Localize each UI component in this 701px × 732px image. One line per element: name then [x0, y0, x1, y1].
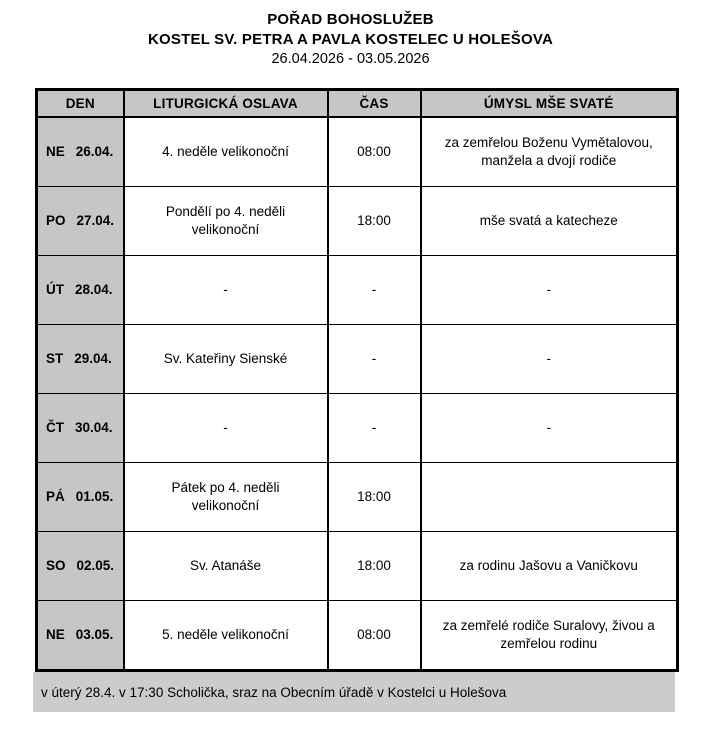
intention-cell: za rodinu Jašovu a Vaničkovu [421, 532, 678, 601]
celebration-cell: Sv. Kateřiny Sienské [124, 325, 328, 394]
time-cell: 08:00 [328, 601, 421, 671]
day-abbreviation: SO [46, 557, 66, 573]
column-header-umysl-mse-svate: ÚMYSL MŠE SVATÉ [421, 90, 678, 118]
day-abbreviation: PÁ [46, 488, 65, 504]
church-name: KOSTEL SV. PETRA A PAVLA KOSTELEC U HOLEŠOVA [148, 31, 553, 48]
day-abbreviation: ÚT [46, 281, 64, 297]
intention-cell: - [421, 256, 678, 325]
day-cell [37, 463, 124, 532]
intention-cell: mše svatá a katecheze [421, 187, 678, 256]
day-date: 27.04. [76, 212, 115, 228]
day-cell [37, 187, 124, 256]
day-cell [37, 256, 124, 325]
table-row [37, 532, 678, 601]
time-cell: - [328, 394, 421, 463]
schedule-table-header [37, 90, 678, 118]
day-cell [37, 325, 124, 394]
column-header-den: DEN [37, 90, 124, 118]
column-header-cas: ČAS [328, 90, 421, 118]
table-row [37, 394, 678, 463]
day-abbreviation: ČT [46, 419, 64, 435]
celebration-cell: - [124, 394, 328, 463]
column-header-liturgicka-oslava: LITURGICKÁ OSLAVA [124, 90, 328, 118]
day-date: 26.04. [75, 143, 114, 159]
time-cell: 18:00 [328, 532, 421, 601]
day-cell [37, 117, 124, 187]
time-cell: - [328, 256, 421, 325]
document-title: POŘAD BOHOSLUŽEB [267, 11, 434, 28]
header-row [37, 90, 678, 118]
date-range: 26.04.2026 - 03.05.2026 [271, 51, 430, 67]
intention-cell: - [421, 394, 678, 463]
day-abbreviation: ST [46, 350, 64, 366]
intention-cell: za zemřelou Boženu Vymětalovou, manžela a dvojí rodiče [421, 117, 678, 187]
day-date: 30.04. [75, 419, 113, 435]
footer-note: v úterý 28.4. v 17:30 Scholička, sraz na Obecním úřadě v Kostelci u Holešova [33, 672, 675, 712]
schedule-table [35, 88, 679, 672]
celebration-cell: 5. neděle velikonoční [124, 601, 328, 671]
celebration-cell: Sv. Atanáše [124, 532, 328, 601]
schedule-body [37, 117, 678, 671]
day-date: 03.05. [75, 626, 114, 642]
table-row [37, 256, 678, 325]
table-row [37, 325, 678, 394]
celebration-cell: Pondělí po 4. neděli velikonoční [124, 187, 328, 256]
day-abbreviation: NE [46, 143, 65, 159]
day-cell [37, 601, 124, 671]
day-date: 01.05. [75, 488, 114, 504]
day-abbreviation: PO [46, 212, 66, 228]
table-row [37, 187, 678, 256]
table-row [37, 601, 678, 671]
time-cell: 18:00 [328, 463, 421, 532]
day-abbreviation: NE [46, 626, 65, 642]
day-cell [37, 532, 124, 601]
celebration-cell: - [124, 256, 328, 325]
table-row [37, 463, 678, 532]
celebration-cell: Pátek po 4. neděli velikonoční [124, 463, 328, 532]
celebration-cell: 4. neděle velikonoční [124, 117, 328, 187]
document-header [0, 10, 701, 69]
intention-cell [421, 463, 678, 532]
time-cell: - [328, 325, 421, 394]
time-cell: 18:00 [328, 187, 421, 256]
day-date: 02.05. [76, 557, 115, 573]
intention-cell: za zemřelé rodiče Suralovy, živou a zemřelou rodinu [421, 601, 678, 671]
day-date: 29.04. [74, 350, 112, 366]
time-cell: 08:00 [328, 117, 421, 187]
intention-cell: - [421, 325, 678, 394]
day-cell [37, 394, 124, 463]
table-row [37, 117, 678, 187]
day-date: 28.04. [75, 281, 113, 297]
